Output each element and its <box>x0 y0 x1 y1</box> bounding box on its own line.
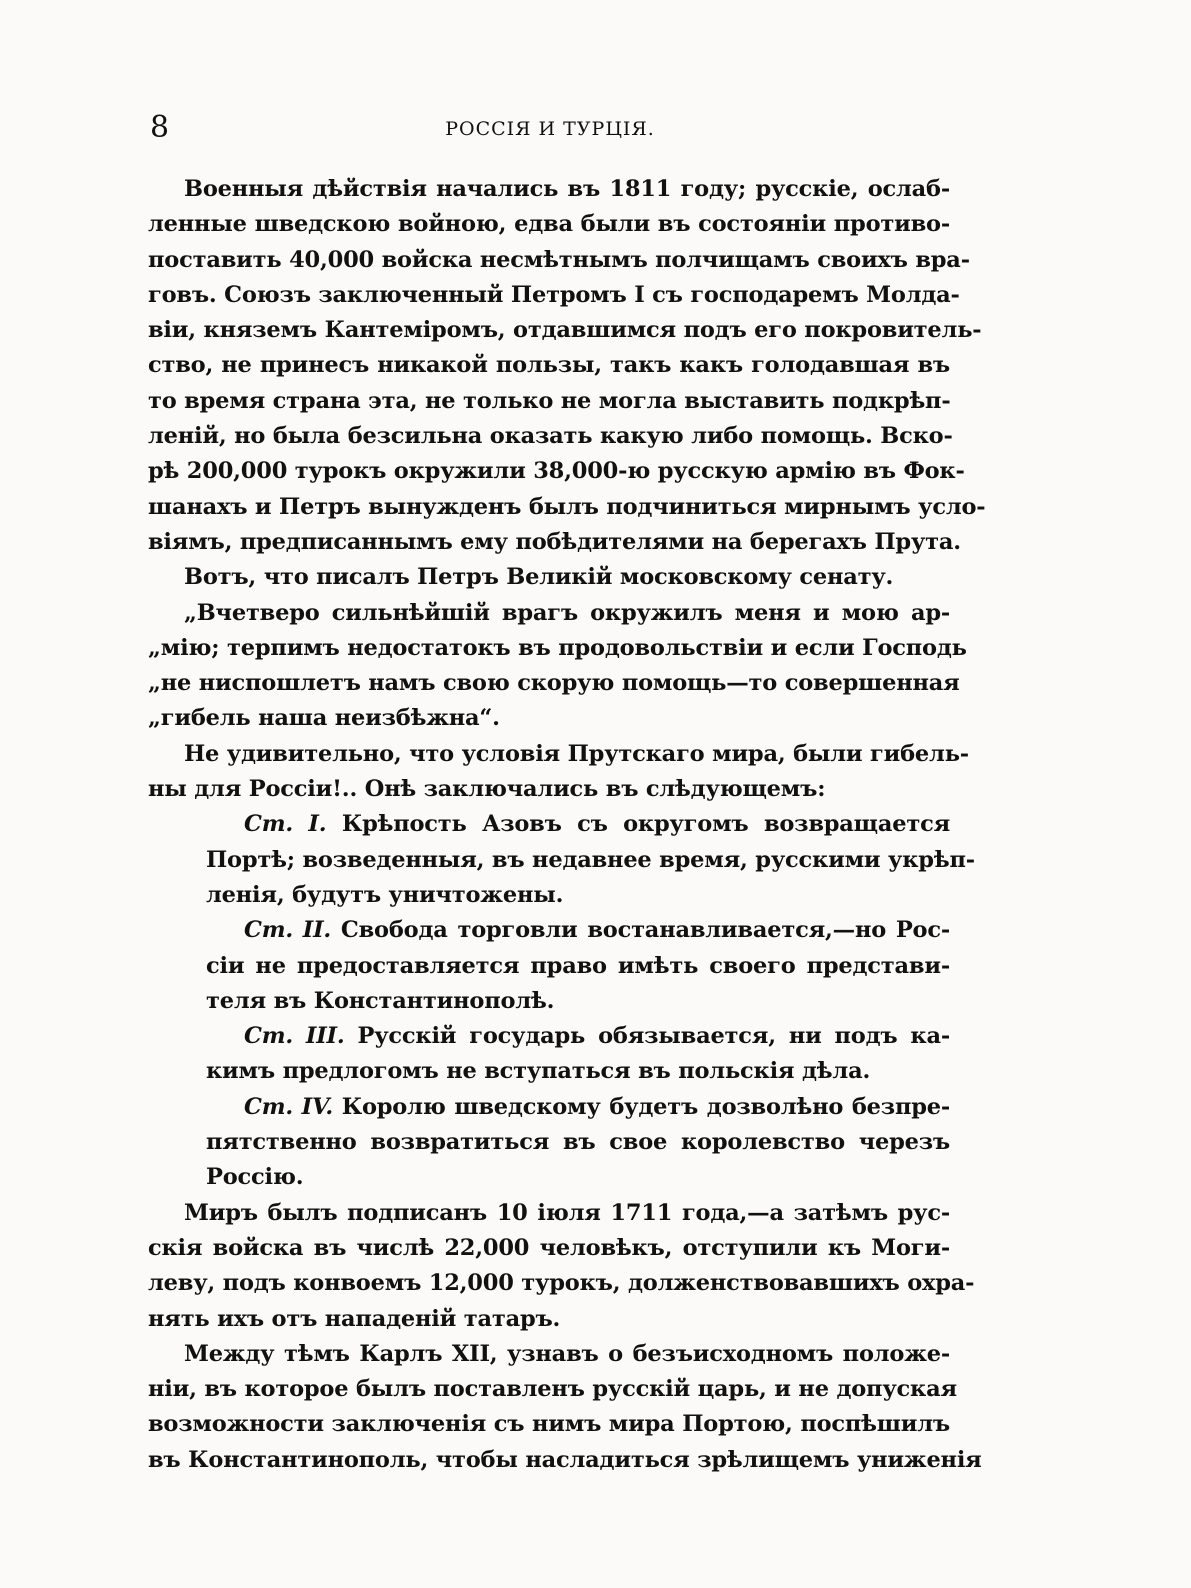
text-line: Вотъ, что писалъ Петръ Великій московскому сенату. <box>184 564 894 591</box>
text-line: рѣ 200,000 турокъ окружили 38,000-ю русскую армію въ Фок- <box>148 458 965 485</box>
quote-line: „гибель наша неизбѣжна“. <box>148 705 500 732</box>
article-1 <box>148 807 950 842</box>
text-line: ство, не принесъ никакой пользы, такъ какъ голодавшая въ <box>148 352 950 379</box>
article-number: Ст. III. <box>244 1023 345 1050</box>
text-line: ны для Россіи!.. Онѣ заключались въ слѣдующемъ: <box>148 776 826 803</box>
article-2 <box>148 913 950 948</box>
article-text: Крѣпость Азовъ съ округомъ возвращается <box>341 811 950 838</box>
body-text <box>148 172 986 1478</box>
text-line: Между тѣмъ Карлъ XII, узнавъ о безъисходномъ положе- <box>184 1340 950 1367</box>
text-line: возможности заключенія съ нимъ мира Портою, поспѣшилъ <box>148 1411 950 1438</box>
text-line: Не удивительно, что условія Прутскаго мира, были гибель- <box>184 740 969 767</box>
text-line: въ Константинополь, чтобы насладиться зрѣлищемъ униженія <box>148 1446 982 1473</box>
text-line: леній, но была безсильна оказать какую либо помощь. Вско- <box>148 423 953 450</box>
text-line: ленные шведскою войною, едва были въ состояніи противо- <box>148 211 950 238</box>
text-line: говъ. Союзъ заключенный Петромъ I съ господаремъ Молда- <box>148 281 960 308</box>
text-line: ніи, въ которое былъ поставленъ русскій царь, и не допуская <box>148 1376 957 1403</box>
article-text: Королю шведскому будетъ дозволѣно безпре- <box>341 1093 951 1120</box>
text-line: нять ихъ отъ нападеній татаръ. <box>148 1305 561 1332</box>
article-line: ленія, будутъ уничтожены. <box>206 881 564 908</box>
article-line: Портѣ; возведенныя, въ недавнее время, русскими укрѣп- <box>206 846 975 873</box>
article-line: пятственно возвратиться въ свое королевство черезъ <box>206 1129 950 1156</box>
article-text: Свобода торговли востанавливается,—но Рос- <box>340 917 951 944</box>
quote-line: „мію; терпимъ недостатокъ въ продовольствіи и если Господь <box>148 634 967 661</box>
article-line: Россію. <box>206 1164 304 1191</box>
text-line: Миръ былъ подписанъ 10 іюля 1711 года,—а затѣмъ рус- <box>184 1199 950 1226</box>
header-title: РОССІЯ И ТУРЦІЯ. <box>445 118 655 140</box>
text-line: скія войска въ числѣ 22,000 человѣкъ, отступили къ Моги- <box>148 1234 950 1261</box>
article-line: кимъ предлогомъ не вступаться въ польскія дѣла. <box>206 1058 871 1085</box>
article-text: Русскій государь обязывается, ни подъ ка- <box>357 1023 950 1050</box>
article-line: сіи не предоставляется право имѣть своего представи- <box>206 952 950 979</box>
text-line: то время страна эта, не только не могла выставить подкрѣп- <box>148 387 951 414</box>
running-header <box>150 110 950 150</box>
quote-line: „не ниспошлетъ намъ свою скорую помощь—то совершенная <box>148 670 960 697</box>
text-line: леву, подъ конвоемъ 12,000 турокъ, долженствовавшихъ охра- <box>148 1270 975 1297</box>
article-3 <box>148 1019 950 1054</box>
article-4 <box>148 1090 950 1125</box>
article-number: Ст. I. <box>244 811 327 838</box>
article-number: Ст. II. <box>244 917 332 944</box>
text-line: віи, княземъ Кантеміромъ, отдавшимся подъ его покровитель- <box>148 317 982 344</box>
text-line: поставить 40,000 войска несмѣтнымъ полчищамъ своихъ вра- <box>148 246 970 273</box>
page-number: 8 <box>150 110 170 145</box>
article-number: Ст. IV. <box>244 1093 333 1120</box>
text-line: віямъ, предписаннымъ ему побѣдителями на берегахъ Прута. <box>148 528 961 555</box>
article-line: теля въ Константинополѣ. <box>206 987 555 1014</box>
text-line: шанахъ и Петръ вынужденъ былъ подчиниться мирнымъ усло- <box>148 493 986 520</box>
quote-line: „Вчетверо сильнѣйшій врагъ окружилъ меня и мою ар- <box>184 599 950 626</box>
text-line: Военныя дѣйствія начались въ 1811 году; русскіе, ослаб- <box>184 176 950 202</box>
